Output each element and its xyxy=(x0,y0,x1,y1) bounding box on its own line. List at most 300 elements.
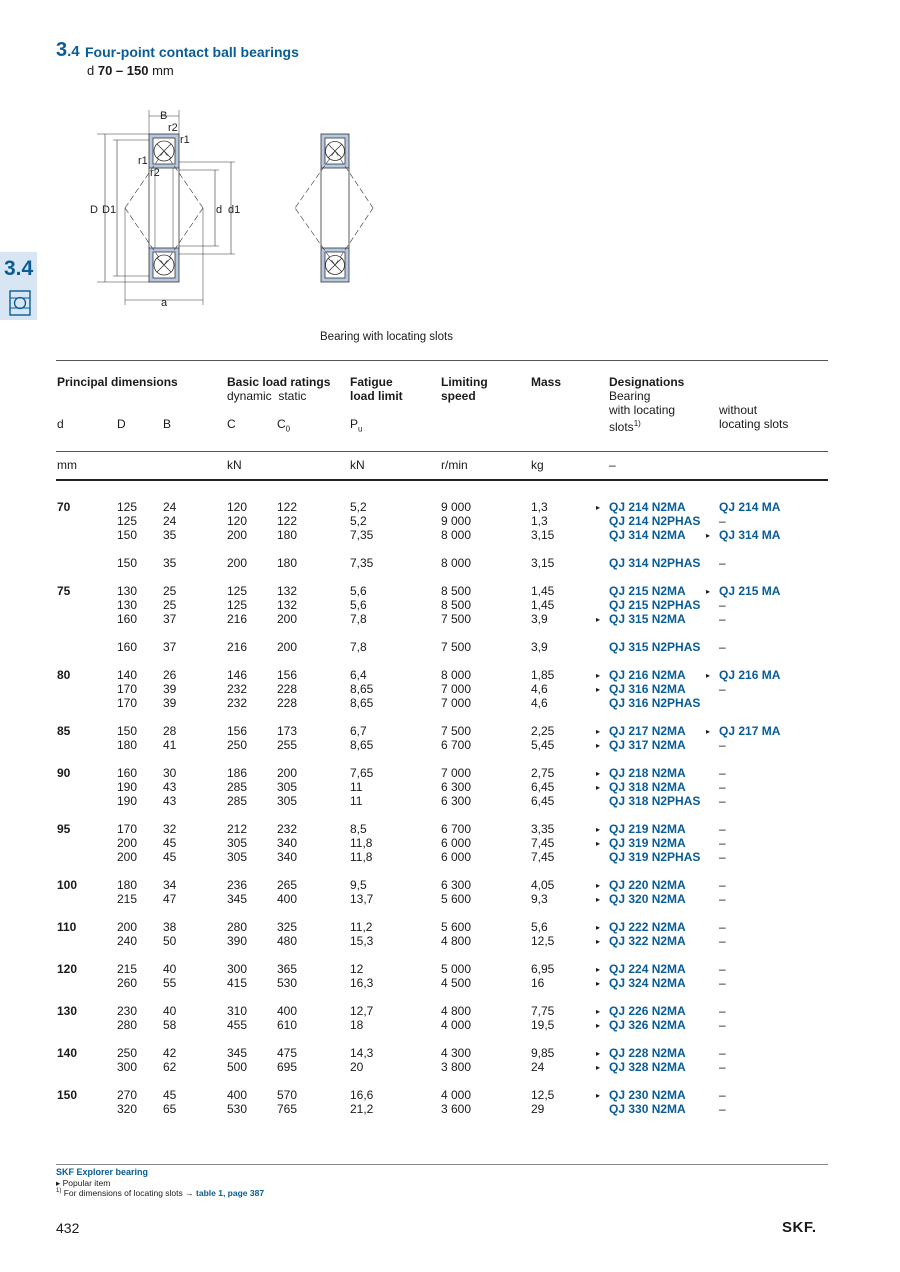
popular-marker-icon: ▸ xyxy=(596,615,601,624)
cell-Pu: 6,7 xyxy=(350,724,367,738)
designation-without-slots: – xyxy=(719,892,726,906)
popular-marker-icon: ▸ xyxy=(596,881,601,890)
cell-speed: 7 500 xyxy=(441,612,472,626)
cell-Pu: 11,2 xyxy=(350,920,373,934)
designation-with-slots[interactable]: QJ 228 N2MA xyxy=(609,1046,686,1060)
col-d: d xyxy=(57,417,64,431)
cell-B: 45 xyxy=(163,1088,177,1102)
header-fatigue-2: load limit xyxy=(350,389,403,403)
cell-speed: 6 700 xyxy=(441,822,472,836)
designation-with-slots[interactable]: QJ 326 N2MA xyxy=(609,1018,686,1032)
designation-with-slots[interactable]: QJ 319 N2MA xyxy=(609,836,686,850)
cell-D: 230 xyxy=(117,1004,138,1018)
designation-with-slots[interactable]: QJ 219 N2MA xyxy=(609,822,686,836)
unit-kn-load: kN xyxy=(227,458,242,472)
header-designations: Designations xyxy=(609,375,685,389)
cell-Pu: 15,3 xyxy=(350,934,374,948)
designation-with-slots[interactable]: QJ 214 N2PHAS xyxy=(609,514,701,528)
cell-C: 300 xyxy=(227,962,248,976)
unit-designation: – xyxy=(609,458,616,472)
cell-Pu: 21,2 xyxy=(350,1102,374,1116)
table-unit-rule xyxy=(56,451,828,452)
cell-C0: 122 xyxy=(277,514,298,528)
cell-speed: 4 800 xyxy=(441,934,472,948)
cell-D: 190 xyxy=(117,780,138,794)
bearing-icon xyxy=(9,290,31,316)
designation-without-slots: – xyxy=(719,1004,726,1018)
header-basic-load-ratings: Basic load ratings xyxy=(227,375,331,389)
designation-without-slots: – xyxy=(719,780,726,794)
cell-B: 40 xyxy=(163,1004,177,1018)
col-Pu: $P_u$ xyxy=(350,417,363,434)
designation-without-slots: – xyxy=(719,640,726,654)
designation-without-slots: – xyxy=(719,1088,726,1102)
cell-d: 110 xyxy=(57,920,77,934)
cell-speed: 5 000 xyxy=(441,962,472,976)
designation-without-slots: – xyxy=(719,514,726,528)
cell-B: 43 xyxy=(163,794,177,808)
cell-mass: 5,45 xyxy=(531,738,555,752)
designation-with-slots[interactable]: QJ 314 N2MA xyxy=(609,528,686,542)
cell-B: 35 xyxy=(163,556,177,570)
designation-without-slots[interactable]: QJ 217 MA xyxy=(719,724,781,738)
cell-C: 305 xyxy=(227,836,248,850)
cell-C0: 232 xyxy=(277,822,298,836)
designation-with-slots[interactable]: QJ 315 N2MA xyxy=(609,612,686,626)
cell-speed: 7 000 xyxy=(441,682,472,696)
popular-marker-icon: ▸ xyxy=(596,1063,601,1072)
cell-B: 40 xyxy=(163,962,177,976)
designation-with-slots[interactable]: QJ 315 N2PHAS xyxy=(609,640,701,654)
table-top-rule xyxy=(56,360,828,361)
designation-without-slots: – xyxy=(719,934,726,948)
designation-without-slots: – xyxy=(719,1102,726,1116)
cell-B: 34 xyxy=(163,878,177,892)
cell-C: 125 xyxy=(227,598,248,612)
table-header-rule xyxy=(56,479,828,481)
cell-C: 400 xyxy=(227,1088,248,1102)
cell-C: 345 xyxy=(227,892,248,906)
popular-marker-icon: ▸ xyxy=(596,839,601,848)
cell-D: 215 xyxy=(117,962,138,976)
designation-without-slots: – xyxy=(719,1018,726,1032)
cell-mass: 4,6 xyxy=(531,696,548,710)
cell-C0: 200 xyxy=(277,640,298,654)
cell-Pu: 16,3 xyxy=(350,976,374,990)
designation-without-slots: – xyxy=(719,598,726,612)
designation-with-slots[interactable]: QJ 218 N2MA xyxy=(609,766,686,780)
cell-speed: 3 600 xyxy=(441,1102,472,1116)
designation-without-slots[interactable]: QJ 314 MA xyxy=(719,528,781,542)
cell-C0: 122 xyxy=(277,500,298,514)
cell-Pu: 11 xyxy=(350,780,363,794)
cell-speed: 4 800 xyxy=(441,1004,472,1018)
designation-without-slots: – xyxy=(719,794,726,808)
cell-speed: 4 500 xyxy=(441,976,472,990)
cell-C: 200 xyxy=(227,528,248,542)
cell-C: 280 xyxy=(227,920,248,934)
popular-marker-icon: ▸ xyxy=(706,671,711,680)
cell-Pu: 18 xyxy=(350,1018,364,1032)
cell-speed: 7 500 xyxy=(441,724,472,738)
cell-mass: 2,25 xyxy=(531,724,555,738)
cell-D: 170 xyxy=(117,696,138,710)
cell-C0: 325 xyxy=(277,920,298,934)
cell-mass: 5,6 xyxy=(531,920,548,934)
cell-C0: 365 xyxy=(277,962,298,976)
cell-Pu: 9,5 xyxy=(350,878,367,892)
cell-d: 85 xyxy=(57,724,71,738)
designation-without-slots: – xyxy=(719,920,726,934)
section-subtitle xyxy=(87,63,174,78)
cell-B: 41 xyxy=(163,738,177,752)
cell-mass: 3,15 xyxy=(531,528,555,542)
footer-table-link[interactable]: table 1, page 387 xyxy=(196,1188,265,1198)
cell-D: 280 xyxy=(117,1018,138,1032)
cell-D: 125 xyxy=(117,514,138,528)
col-B: B xyxy=(163,417,172,431)
cell-speed: 8 500 xyxy=(441,584,472,598)
cell-D: 180 xyxy=(117,738,138,752)
section-title: Four-point contact ball bearings xyxy=(85,44,299,60)
designation-without-slots[interactable]: QJ 216 MA xyxy=(719,668,781,682)
cell-B: 24 xyxy=(163,514,177,528)
cell-D: 160 xyxy=(117,640,138,654)
bearing-drawing xyxy=(85,100,385,320)
cell-d: 90 xyxy=(57,766,71,780)
cell-Pu: 7,35 xyxy=(350,556,374,570)
cell-B: 45 xyxy=(163,850,177,864)
designation-with-slots[interactable]: QJ 220 N2MA xyxy=(609,878,686,892)
designation-with-slots[interactable]: QJ 330 N2MA xyxy=(609,1102,686,1116)
cell-C0: 156 xyxy=(277,668,298,682)
designation-with-slots[interactable]: QJ 224 N2MA xyxy=(609,962,686,976)
designation-without-slots: – xyxy=(719,976,726,990)
cell-speed: 9 000 xyxy=(441,500,472,514)
designation-with-slots[interactable]: QJ 226 N2MA xyxy=(609,1004,686,1018)
cell-Pu: 7,8 xyxy=(350,640,367,654)
cell-C0: 200 xyxy=(277,766,298,780)
cell-speed: 5 600 xyxy=(441,920,472,934)
designation-without-slots: – xyxy=(719,962,726,976)
cell-mass: 7,75 xyxy=(531,1004,555,1018)
footer-rule xyxy=(56,1164,828,1165)
designation-without-slots: – xyxy=(719,682,726,696)
popular-marker-icon: ▸ xyxy=(596,1021,601,1030)
cell-Pu: 5,2 xyxy=(350,500,367,514)
cell-D: 140 xyxy=(117,668,138,682)
popular-marker-icon: ▸ xyxy=(596,937,601,946)
cell-mass: 12,5 xyxy=(531,1088,555,1102)
cell-mass: 4,6 xyxy=(531,682,548,696)
label-d: d xyxy=(216,204,223,216)
cell-mass: 24 xyxy=(531,1060,545,1074)
header-mass: Mass xyxy=(531,375,562,389)
cell-C: 212 xyxy=(227,822,248,836)
cell-C: 120 xyxy=(227,514,248,528)
cell-C: 310 xyxy=(227,1004,248,1018)
cell-C0: 180 xyxy=(277,528,298,542)
cell-B: 43 xyxy=(163,780,177,794)
cell-D: 240 xyxy=(117,934,138,948)
cell-D: 160 xyxy=(117,612,138,626)
cell-speed: 6 300 xyxy=(441,794,472,808)
cell-D: 125 xyxy=(117,500,138,514)
unit-kn-fatigue: kN xyxy=(350,458,365,472)
cell-B: 39 xyxy=(163,682,177,696)
cell-mass: 2,75 xyxy=(531,766,555,780)
cell-mass: 1,3 xyxy=(531,500,548,514)
designation-with-slots[interactable]: QJ 322 N2MA xyxy=(609,934,686,948)
header-principal-dimensions: Principal dimensions xyxy=(57,375,178,389)
cell-Pu: 16,6 xyxy=(350,1088,374,1102)
designation-without-slots: – xyxy=(719,836,726,850)
cell-B: 39 xyxy=(163,696,177,710)
designation-with-slots[interactable]: QJ 328 N2MA xyxy=(609,1060,686,1074)
popular-marker-icon: ▸ xyxy=(596,503,601,512)
cell-Pu: 7,35 xyxy=(350,528,374,542)
designation-with-slots[interactable]: QJ 216 N2MA xyxy=(609,668,686,682)
designation-with-slots[interactable]: QJ 318 N2MA xyxy=(609,780,686,794)
cell-C: 236 xyxy=(227,878,248,892)
designation-without-slots: – xyxy=(719,850,726,864)
popular-marker-icon: ▸ xyxy=(596,727,601,736)
cell-C: 156 xyxy=(227,724,248,738)
cell-d: 75 xyxy=(57,584,71,598)
cell-Pu: 12,7 xyxy=(350,1004,374,1018)
cell-speed: 5 600 xyxy=(441,892,472,906)
cell-speed: 6 000 xyxy=(441,850,472,864)
header-without-2: locating slots xyxy=(719,417,789,431)
designation-with-slots[interactable]: QJ 318 N2PHAS xyxy=(609,794,701,808)
popular-marker-icon: ▸ xyxy=(596,769,601,778)
label-r1-left: r1 xyxy=(138,155,148,167)
designation-with-slots[interactable]: QJ 319 N2PHAS xyxy=(609,850,701,864)
side-tab-label: 3.4 xyxy=(4,257,34,280)
cell-C: 530 xyxy=(227,1102,248,1116)
cell-B: 47 xyxy=(163,892,177,906)
designation-with-slots[interactable]: QJ 222 N2MA xyxy=(609,920,686,934)
cell-Pu: 8,5 xyxy=(350,822,367,836)
cell-C0: 132 xyxy=(277,598,298,612)
cell-C0: 765 xyxy=(277,1102,298,1116)
cell-mass: 29 xyxy=(531,1102,545,1116)
popular-marker-icon: ▸ xyxy=(596,671,601,680)
cell-C0: 530 xyxy=(277,976,298,990)
designation-with-slots[interactable]: QJ 324 N2MA xyxy=(609,976,686,990)
cell-mass: 3,9 xyxy=(531,640,548,654)
cell-Pu: 5,6 xyxy=(350,584,367,598)
label-D1: D1 xyxy=(102,204,117,216)
cell-mass: 3,35 xyxy=(531,822,555,836)
cell-d: 70 xyxy=(57,500,71,514)
cell-D: 150 xyxy=(117,556,138,570)
cell-speed: 4 300 xyxy=(441,1046,472,1060)
popular-marker-icon: ▸ xyxy=(596,923,601,932)
cell-B: 37 xyxy=(163,612,177,626)
cell-C0: 180 xyxy=(277,556,298,570)
cell-C: 216 xyxy=(227,612,248,626)
designation-with-slots[interactable]: QJ 320 N2MA xyxy=(609,892,686,906)
cell-d: 100 xyxy=(57,878,78,892)
cell-C: 125 xyxy=(227,584,248,598)
designation-without-slots: – xyxy=(719,738,726,752)
cell-B: 25 xyxy=(163,584,177,598)
cell-B: 28 xyxy=(163,724,177,738)
cell-mass: 16 xyxy=(531,976,545,990)
cell-d: 80 xyxy=(57,668,71,682)
cell-C: 500 xyxy=(227,1060,248,1074)
cell-C0: 400 xyxy=(277,1004,298,1018)
subtitle-range: 70 – 150 xyxy=(97,63,149,78)
designation-with-slots[interactable]: QJ 317 N2MA xyxy=(609,738,686,752)
cell-speed: 6 300 xyxy=(441,780,472,794)
header-fatigue-1: Fatigue xyxy=(350,375,393,389)
cell-Pu: 7,8 xyxy=(350,612,367,626)
cell-B: 45 xyxy=(163,836,177,850)
header-bearing: Bearing xyxy=(609,389,651,403)
cell-B: 65 xyxy=(163,1102,177,1116)
cell-mass: 9,3 xyxy=(531,892,548,906)
cell-B: 26 xyxy=(163,668,177,682)
cell-D: 200 xyxy=(117,850,138,864)
cell-mass: 6,45 xyxy=(531,794,555,808)
cell-speed: 8 500 xyxy=(441,598,472,612)
cell-D: 200 xyxy=(117,836,138,850)
cell-B: 37 xyxy=(163,640,177,654)
header-without-1: without xyxy=(719,403,758,417)
popular-marker-icon: ▸ xyxy=(596,1091,601,1100)
designation-without-slots: – xyxy=(719,1046,726,1060)
designation-with-slots[interactable]: QJ 215 N2MA xyxy=(609,584,686,598)
cell-C: 186 xyxy=(227,766,248,780)
footer-explorer-note: SKF Explorer bearing xyxy=(56,1167,149,1177)
cell-mass: 1,3 xyxy=(531,514,548,528)
cell-d: 130 xyxy=(57,1004,78,1018)
footer-popular-note: ▸ Popular item xyxy=(56,1178,111,1188)
designation-with-slots[interactable]: QJ 314 N2PHAS xyxy=(609,556,701,570)
popular-marker-icon: ▸ xyxy=(706,531,711,540)
popular-marker-icon: ▸ xyxy=(596,1049,601,1058)
cell-C: 120 xyxy=(227,500,248,514)
popular-marker-icon: ▸ xyxy=(596,685,601,694)
skf-logo: SKF. xyxy=(782,1219,817,1236)
cell-mass: 3,15 xyxy=(531,556,555,570)
cell-C: 232 xyxy=(227,696,248,710)
cell-B: 62 xyxy=(163,1060,177,1074)
cell-mass: 7,45 xyxy=(531,850,555,864)
cell-C0: 228 xyxy=(277,682,298,696)
cell-B: 50 xyxy=(163,934,177,948)
cell-Pu: 14,3 xyxy=(350,1046,374,1060)
designation-with-slots[interactable]: QJ 316 N2MA xyxy=(609,682,686,696)
label-r2-left: r2 xyxy=(150,167,160,179)
header-basic-load-sub: dynamic static xyxy=(227,389,307,403)
col-C: C xyxy=(227,417,236,431)
cell-B: 42 xyxy=(163,1046,177,1060)
popular-marker-icon: ▸ xyxy=(596,741,601,750)
cell-C0: 265 xyxy=(277,878,298,892)
cell-B: 58 xyxy=(163,1018,177,1032)
cell-d: 95 xyxy=(57,822,71,836)
cell-C: 345 xyxy=(227,1046,248,1060)
popular-marker-icon: ▸ xyxy=(706,587,711,596)
cell-Pu: 11,8 xyxy=(350,850,373,864)
subtitle-prefix: d xyxy=(87,63,95,78)
cell-D: 150 xyxy=(117,724,138,738)
designation-with-slots[interactable]: QJ 215 N2PHAS xyxy=(609,598,701,612)
cell-D: 130 xyxy=(117,584,138,598)
cell-speed: 4 000 xyxy=(441,1088,472,1102)
cell-C0: 610 xyxy=(277,1018,298,1032)
cell-D: 150 xyxy=(117,528,138,542)
designation-with-slots[interactable]: QJ 214 N2MA xyxy=(609,500,686,514)
cell-C0: 255 xyxy=(277,738,298,752)
cell-speed: 6 300 xyxy=(441,878,472,892)
header-with-slots-2: slots$^{1)}$ xyxy=(609,419,641,434)
cell-Pu: 11,8 xyxy=(350,836,373,850)
popular-marker-icon: ▸ xyxy=(596,965,601,974)
designation-without-slots[interactable]: QJ 214 MA xyxy=(719,500,781,514)
popular-marker-icon: ▸ xyxy=(596,1007,601,1016)
designation-with-slots[interactable]: QJ 230 N2MA xyxy=(609,1088,686,1102)
col-D: D xyxy=(117,417,126,431)
label-d1: d1 xyxy=(228,204,241,216)
cell-C: 250 xyxy=(227,738,248,752)
cell-B: 35 xyxy=(163,528,177,542)
unit-mm: mm xyxy=(57,458,77,472)
label-r2-top: r2 xyxy=(168,122,178,134)
designation-without-slots: – xyxy=(719,556,726,570)
drawing-caption: Bearing with locating slots xyxy=(320,331,453,343)
cell-Pu: 8,65 xyxy=(350,682,374,696)
cell-C0: 228 xyxy=(277,696,298,710)
page-number: 432 xyxy=(56,1220,80,1236)
cell-C0: 305 xyxy=(277,780,298,794)
cell-speed: 6 700 xyxy=(441,738,472,752)
cell-C: 455 xyxy=(227,1018,248,1032)
popular-marker-icon: ▸ xyxy=(596,979,601,988)
cell-B: 24 xyxy=(163,500,177,514)
cell-speed: 8 000 xyxy=(441,528,472,542)
cell-D: 260 xyxy=(117,976,138,990)
unit-speed: r/min xyxy=(441,458,468,472)
cell-mass: 1,45 xyxy=(531,584,555,598)
cell-speed: 9 000 xyxy=(441,514,472,528)
cell-d: 120 xyxy=(57,962,78,976)
cell-Pu: 12 xyxy=(350,962,364,976)
cell-speed: 6 000 xyxy=(441,836,472,850)
designation-without-slots: – xyxy=(719,822,726,836)
cell-speed: 8 000 xyxy=(441,556,472,570)
designation-without-slots: – xyxy=(719,1060,726,1074)
cell-speed: 7 000 xyxy=(441,696,472,710)
cell-D: 250 xyxy=(117,1046,138,1060)
header-limiting-1: Limiting xyxy=(441,375,488,389)
label-B: B xyxy=(160,110,168,122)
cell-C0: 305 xyxy=(277,794,298,808)
cell-C: 200 xyxy=(227,556,248,570)
designation-with-slots[interactable]: QJ 316 N2PHAS xyxy=(609,696,701,710)
cell-B: 25 xyxy=(163,598,177,612)
cell-speed: 8 000 xyxy=(441,668,472,682)
designation-with-slots[interactable]: QJ 217 N2MA xyxy=(609,724,686,738)
label-a: a xyxy=(161,297,168,309)
cell-mass: 12,5 xyxy=(531,934,555,948)
cell-C0: 132 xyxy=(277,584,298,598)
cell-Pu: 20 xyxy=(350,1060,364,1074)
designation-without-slots[interactable]: QJ 215 MA xyxy=(719,584,781,598)
